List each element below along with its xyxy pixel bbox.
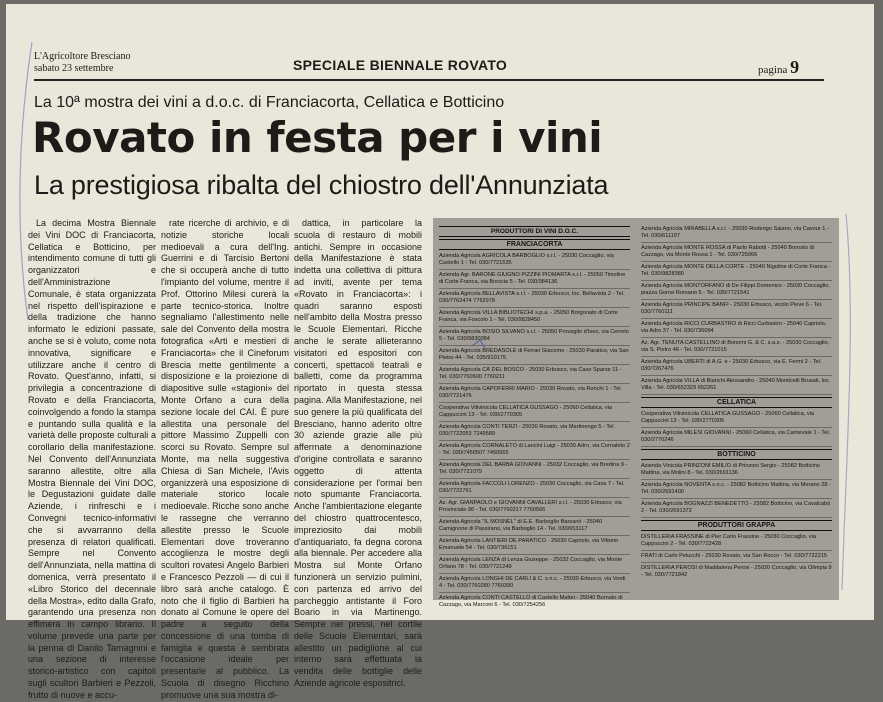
header-rule	[34, 79, 824, 81]
producer-entry: Azienda Agricola NOVENTA s.n.c. - 25082 Botticino Mattina, via Merano 28 - Tel. 030/2691400	[641, 482, 832, 499]
producer-entry: Azienda Agricola CÀ DEL BOSCO - 25030 Erbusco, via Case Sparse 11 - Tel. 030/7760600 7760211	[439, 367, 630, 384]
producer-entry: Azienda Agricola "IL MOSNEL" di E.E. Barboglio Barzanò - 25040 Camignone di Passirano, via Barboglio 14 - Tel. 030/653117	[439, 519, 630, 536]
producer-entry: Azienda Agricola MONTE DELLA CORTE - 25040 Nigoline di Corte Franca - Tel. 030/9828380	[641, 264, 832, 281]
producer-entry: Azienda Agricola BOSIO SILVANO s.r.l. - 25050 Provaglio d'Iseo, via Cerreto 5 - Tel. 030/9830384	[439, 329, 630, 346]
page-number-value: 9	[790, 57, 800, 77]
article-column-1	[28, 218, 156, 702]
producer-entry: Az. Agr. GIANPAOLO e GIOVANNI CAVALLERI s.r.l. - 25030 Erbusco, via Provinciale 96 - Tel. 030/7760217 7760566	[439, 500, 630, 517]
headline: Rovato in festa per i vini	[32, 113, 603, 162]
subheadline: La prestigiosa ribalta del chiostro dell'Annunziata	[34, 170, 609, 200]
producer-entry: Azienda Agricola MILESI GIOVANNI - 25060 Cellatica, via Carnevale 1 - Tel. 030/2770246	[641, 430, 832, 447]
article-column-3	[294, 218, 422, 690]
producer-entry: Azienda Agricola LENZA di Lenza Giuseppe - 25032 Coccaglio, via Monte Orfano 78 - Tel. 030/7721249	[439, 557, 630, 574]
producer-entry: DISTILLERIA PEROSI di Maddalena Perosi - 25030 Coccaglio, via Olimpia 9 - Tel. 030/7721842	[641, 565, 832, 578]
producer-entry: Azienda Agricola VILLA BIBLIOTECHI s.p.a. - 25050 Borgonato di Corte Franca, via Foscolo 1 - Tel. 030/9828450	[439, 310, 630, 327]
newspaper-page	[6, 4, 874, 700]
producers-title: PRODUTTORI DI VINI D.O.C.	[439, 226, 630, 237]
producer-entry: Azienda Agricola PRINCIPE BANFI - 25030 Erbusco, vicolo Pieve 6 - Tel. 030/7760111	[641, 302, 832, 319]
producer-entry: Azienda Agricola MONTE ROSSA di Paolo Rabotti - 25040 Bornato di Cazzago, via Monte Rossa 1 - Tel. 030/725066	[641, 245, 832, 262]
producer-entry: FRATI di Carlo Pelucchi - 25030 Rovato, via San Rocco - Tel. 030/7722215	[641, 553, 832, 563]
producer-entry: Azienda Agricola LONGHI DE CARLI & C. s.n.c. - 25030 Erbusco, via Verdi 4 - Tel. 030/7760280 7760390	[439, 576, 630, 593]
article-paragraph: La decima Mostra Biennale dei Vini DOC di Franciacorta, Cellatica e Botticino, per intendimento comune di tutti gli organizzatori e dell'Amministrazione Comunale, è stata organizzata nel rispetto dell'ispirazione e della tradizione che hanno informato le edizioni passate, anche se si è voluto, come nota innovativa, significare e utilizzare anche il centro di Rovato. Quest'anno, infatti, si privilegia a concentrazione di Rovato e della Franciacorta, coinvolgendo a fondo la stampa e puntando sulla qualità e la varietà delle proposte culturali a corollario della manifestazione. Nel Convento dell'Annunziata saranno allestite, oltre alla Mostra Biennale dei Vini DOC, le Degustazioni guidate dalle Aziende, i rinfreschi e i Convegni tecnico-informativi che si avvarranno della presenza di relatori qualificati. Sempre nel Convento dell'Annunziata, nella mattina di domenica, verrà presentato il «Libro Storico del decennale della Mostra», edito dalla Grafo, garantendo una presenza non effimera in campo librario. Il volume prevede una parte per la penna di Danilo Tamagnini e una sezione di interesse storico-artistico con capitoli sugli scultori Barbieri e Pezzoli, frutto di nuove e accu-	[28, 218, 156, 700]
page-header	[28, 51, 824, 89]
issue-date: sabato 23 settembre	[34, 63, 114, 74]
producers-right-column	[641, 226, 832, 583]
producer-entry: Azienda Agricola AGRICOLA BARBOGLIO s.r.l. - 25030 Coccaglio, via Castello 1 - Tel. 030/7721535	[439, 253, 630, 270]
producer-entry: Azienda Agricola VILLA di Bianchi Alessandro - 25040 Monticelli Brusati, loc. Villa - Tel. 030/652329 652261	[641, 378, 832, 395]
producer-entry: Azienda Agricola UBERTI di A.G. e - 25030 Erbusco, via E. Fermi 2 - Tel. 030/7267476	[641, 359, 832, 376]
producer-entry: Azienda Agr. BARONE GIUGNO PIZZINI PIOMARTA s.r.l. - 25050 Timoline di Corte Franca, via Brescia 5 - Tel. 030/984136	[439, 272, 630, 289]
producer-entry: Azienda Agricola CONTI CASTELLO di Castello Mattei - 25040 Bornato di Cazzago, via Marconi 6 - Tel. 030/7254256	[439, 595, 623, 608]
producer-entry: Azienda Agricola BREDASOLE di Ferrari Giacomo - 25030 Paratico, via San Pietro 44 - Tel. 035/910175	[439, 348, 630, 365]
producer-entry: Cooperativa Vitivinicola CELLATICA GUSSAGO - 25060 Cellatica, via Cappuccini 13 - Tel. 030/2770305	[439, 405, 630, 422]
kicker: La 10ª mostra dei vini a d.o.c. di Franciacorta, Cellatica e Botticino	[34, 94, 505, 111]
producers-zone-heading: PRODUTTORI GRAPPA	[641, 520, 832, 531]
producers-zone-heading: BOTTICINO	[641, 449, 832, 460]
producer-entry: Azienda Agricola DEL BARBA GIOVANNI - 25032 Coccaglio, via Bredina 9 - Tel. 030/7721079	[439, 462, 630, 479]
page-label: pagina	[758, 64, 788, 76]
page-number	[758, 57, 799, 78]
producer-entry: Azienda Agricola BELLAVISTA s.r.l. - 25030 Erbusco, loc. Bellavista 2 - Tel. 030/7762474 7762978	[439, 291, 630, 308]
producer-entry: Az. Agr. TENUTA CASTELLINO di Bonomi G. & C. s.a.s. - 25030 Coccaglio, via S. Pietro 46 - Tel. 030/7721015	[641, 340, 832, 357]
producer-entry: Azienda Agricola BOGNAZZI BENEDETTO - 25082 Botticino, via Cavalcabò 2 - Tel. 030/2691372	[641, 501, 832, 518]
producer-entry: Azienda Agricola MONTORFANO di De Filippi Domenico - 25030 Coccaglio, piazza Gorne Romano 5 - Tel. 030/7721541	[641, 283, 832, 300]
producers-zone-heading: CELLATICA	[641, 397, 832, 408]
producer-entry: Azienda Agricola CORNALETO di Lancini Luigi - 25030 Adro, via Cornaleto 2 - Tel. 030/7450507 7450565	[439, 443, 630, 460]
producer-entry: Cooperativa Vitivinicola CELLATICA GUSSAGO - 25060 Cellatica, via Cappuccini 13 - Tel. 030/2770305	[641, 411, 832, 428]
section-title: SPECIALE BIENNALE ROVATO	[293, 57, 508, 73]
producer-entry: Azienda Agricola CONTI TERZI - 25030 Rovato, via Martinengo 5 - Tel. 030/7722053 7249589	[439, 424, 630, 441]
newspaper-name: L'Agricoltore Bresciano	[34, 51, 131, 62]
producers-zone-heading: FRANCIACORTA	[439, 239, 630, 250]
producer-entry: Azienda Agricola CAPOFERRI MARIO - 25030 Rovato, via Ronchi 1 - Tel. 030/7721476	[439, 386, 630, 403]
producer-entry: Azienda Agricola LANTIERI DE PARATICO - 25030 Capriolo, via Vittorio Emanuele 54 - Tel. 030/736151	[439, 538, 630, 555]
producers-box	[433, 218, 839, 608]
producer-entry: DISTILLERIA FRASSINE di Pier Carlo Frassine - 25030 Coccaglio, via Cappuccini 2 - Tel. 030/7722428	[641, 534, 832, 551]
article-column-2	[161, 218, 289, 702]
producer-entry: Azienda Agricola RICCI CURBASTRO di Ricci Curbastro - 25040 Capriolo, via Adro 37 - Tel. 030/736094	[641, 321, 832, 338]
article-paragraph: dattica, in particolare la scuola di restauro di mobili antichi. Sempre in occasione della Manifestazione è stata indetta una collettiva di pittura ad inviti, avente per tema «Rovato in Franciacorta»: i quadri saranno esposti nell'ambito della Mostra presso le Scuole Elementari. Ricche anche le serate allieteranno visitatori ed espositori con concerti, spettacoli teatrali e balletti, come da programma riportato in questa stessa pagina. Alla Manifestazione, nel suo genere la più qualificata del Bresciano, hanno aderito oltre 30 aziende grazie alle più affermate a denominazione d'origine controllata e saranno oggetto di attenta considerazione per l'ormai ben noto spumante Franciacorta. Anche l'ambientazione elegante del chiostro quattrocentesco, impreziosito dai mobili d'antiquariato, fa degna corona alla biennale. Per accedere alla Mostra sul Monte Orfano funzionerà un servizio pulmini, con partenza ed arrivo del parcheggio antistante il Foro Boario in via Martinengo. Sempre nei pressi, nel cortile delle Scuole Elementari, sarà allestito un padiglione al cui interno sarà effettuata la vendita delle bottiglie delle Aziende agricole espositrici.	[294, 218, 422, 689]
producer-entry: Azienda Agricola FACCOLI LORENZO - 25030 Coccaglio, via Cava 7 - Tel. 030/7722761	[439, 481, 630, 498]
producers-left-column	[439, 226, 630, 613]
article-paragraph: rate ricerche di archivio, e di notizie storiche locali medioevali a cura dell'Ing. Guerrini e di Tarcisio Bertoni che si occuperà anche di tutto l'impianto del volume, mentre il Prof. Ottorino Milesi curerà la parte tecnico-storica. Inoltre segnaliamo l'allestimento nelle sale del Convento della mostra fotografica «Arti e mestieri di Franciacorta» che il Cineforum Brescia mette gentilmente a disposizione e la proiezione di diapositive sulle «stagioni» del Monte Orfano a cura della sezione locale del CAI. È pure allestita una personale del pittore Massimo Zuppelli con scorci su Rovato. Sempre sul Monte, ma nella suggestiva Chiesa di San Michele, l'Avis organizzerà una esposizione di materiale storico locale medioevale. Ricche sono anche le rassegne che verranno allestite presso le Scuole Elementari dove troveranno accoglienza le mostre degli scultori rovatesi Angelo Barbieri e Francesco Pezzoli — di cui il libro sarà anche catalogo. È noto che il figlio di Barbieri ha donato al Comune le opere del padre a seguito della concessione di una tomba di famiglia e questa è sembrata l'occasione ideale per presentarle al pubblico. La Scuola di disegno Ricchino promuove una sua mostra di-	[161, 218, 289, 700]
producer-entry: Azienda Agricola MIRABELLA s.r.l. - 25030 Rodengo Saiano, via Cavour 1 - Tel. 030/611197	[641, 226, 832, 243]
producer-entry: Azienda Vinicola PRINZONI EMILIO di Prinzoni Sergio - 25082 Botticino Mattina, via Molini 8 - Tel. 030/2691136	[641, 463, 832, 480]
